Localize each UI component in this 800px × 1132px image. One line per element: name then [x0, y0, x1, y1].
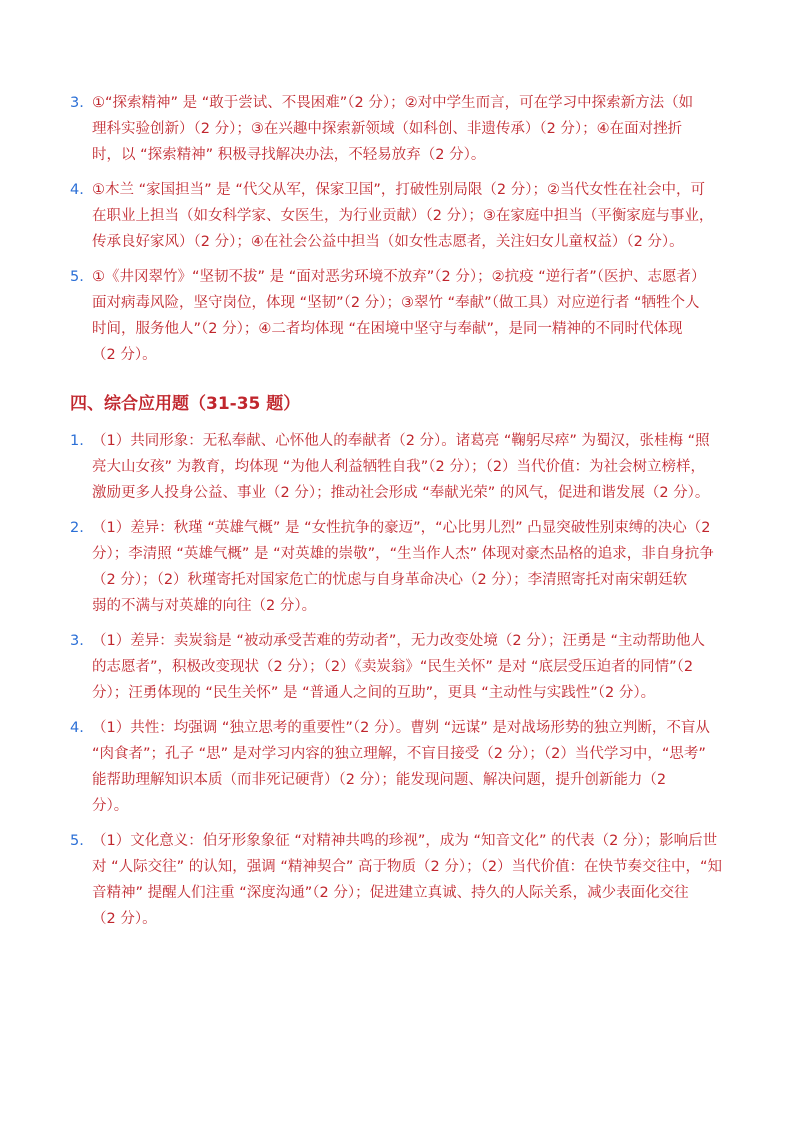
item-number: 4.	[70, 182, 84, 198]
item-answer-text: （1）差异：卖炭翁是 “被动承受苦难的劳动者”，无力改变处境（2 分）；汪勇是 “主动帮助他人 的志愿者”，积极改变现状（2 分）；（2）《卖炭翁》“民生关怀” 是对 “底层受压迫者的同情”（2 分）；汪勇体现的 “民生关怀” 是 “普通人之间的互助”，更具 “主动性与实践性”（2 分）。	[92, 633, 706, 701]
item-answer-text: （1）共性：均强调 “独立思考的重要性”（2 分）。曹刿 “远谋” 是对战场形势的独立判断，不盲从 “肉食者”；孔子 “思” 是对学习内容的独立理解，不盲目接受（2 分）；（2）当代学习中，“思考” 能帮助理解知识本质（而非死记硬背）（2 分）；能发现问题、解决问题，提升创新能力（2 分）。	[92, 720, 710, 814]
item-number: 5.	[70, 269, 84, 285]
item-answer-text: （1）共同形象：无私奉献、心怀他人的奉献者（2 分）。诸葛亮 “鞠躬尽瘁” 为蜀汉，张桂梅 “照 亮大山女孩” 为教育，均体现 “为他人利益牺牲自我”（2 分）；（2）当代价值：为社会树立榜样， 激励更多人投身公益、事业（2 分）；推动社会形成 “奉献光荣” 的风气，促进和谐发展（2 分）。	[92, 433, 710, 501]
answer-list-section-3	[70, 90, 750, 368]
item-number: 1.	[70, 433, 84, 449]
section-heading: 四、综合应用题（31-35 题）	[70, 394, 301, 414]
answer-page	[70, 90, 750, 941]
list-item	[70, 90, 750, 168]
item-answer-text: ①“探索精神” 是 “敢于尝试、不畏困难”（2 分）；②对中学生而言，可在学习中探索新方法（如 理科实验创新）（2 分）；③在兴趣中探索新领域（如科创、非遗传承）（2 分）；④在面对挫折 时，以 “探索精神” 积极寻找解决办法，不轻易放弃（2 分）。	[92, 95, 694, 163]
item-number: 5.	[70, 833, 84, 849]
item-number: 2.	[70, 520, 84, 536]
list-item	[70, 264, 750, 368]
item-answer-text: （1）文化意义：伯牙形象象征 “对精神共鸣的珍视”，成为 “知音文化” 的代表（2 分）；影响后世 对 “人际交往” 的认知，强调 “精神契合” 高于物质（2 分）；（2）当代价值：在快节奏交往中，“知 音精神” 提醒人们注重 “深度沟通”（2 分）；促进建立真诚、持久的人际关系，减少表面化交往 （2 分）。	[92, 833, 723, 927]
item-answer-text: ①《井冈翠竹》“坚韧不拔” 是 “面对恶劣环境不放弃”（2 分）；②抗疫 “逆行者”（医护、志愿者） 面对病毒风险，坚守岗位，体现 “坚韧”（2 分）；③翠竹 “奉献”（做工具）对应逆行者 “牺牲个人 时间，服务他人”（2 分）；④二者均体现 “在困境中坚守与奉献”，是同一精神的不同时代体现 （2 分）。	[92, 269, 706, 363]
item-number: 3.	[70, 95, 84, 111]
list-item	[70, 828, 750, 932]
item-answer-text: ①木兰 “家国担当” 是 “代父从军，保家卫国”，打破性别局限（2 分）；②当代女性在社会中，可 在职业上担当（如女科学家、女医生，为行业贡献）（2 分）；③在家庭中担当（平衡家庭与事业， 传承良好家风）（2 分）；④在社会公益中担当（如女性志愿者，关注妇女儿童权益）（2 分）。	[92, 182, 714, 250]
list-item	[70, 628, 750, 706]
list-item	[70, 177, 750, 255]
item-answer-text: （1）差异：秋瑾 “英雄气概” 是 “女性抗争的豪迈”，“心比男儿烈” 凸显突破性别束缚的决心（2 分）；李清照 “英雄气概” 是 “对英雄的崇敬”，“生当作人杰” 体现对豪杰品格的追求，非自身抗争 （2 分）；（2）秋瑾寄托对国家危亡的忧虑与自身革命决心（2 分）；李清照寄托对南宋朝廷软 弱的不满与对英雄的向往（2 分）。	[92, 520, 714, 614]
list-item	[70, 715, 750, 819]
answer-list-section-4	[70, 428, 750, 932]
item-number: 4.	[70, 720, 84, 736]
list-item	[70, 428, 750, 506]
list-item	[70, 515, 750, 619]
item-number: 3.	[70, 633, 84, 649]
